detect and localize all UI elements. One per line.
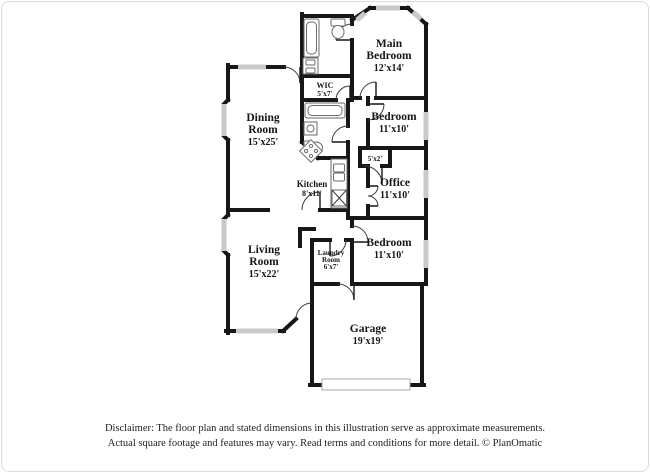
disclaimer-line-2: Actual square footage and features may vary. Read terms and conditions for more detail. © PlanOmatic — [107, 438, 543, 449]
room-label-kitchen: Kitchen — [296, 179, 328, 189]
toilet-icon — [331, 19, 345, 26]
room-dims-bedroom-upper: 11'x10' — [378, 124, 410, 135]
room-dims-living: 15'x22' — [248, 269, 280, 280]
room-label-bedroom-upper: Bedroom — [371, 111, 417, 123]
room-label-living: Room — [249, 256, 279, 268]
garage-door — [322, 379, 410, 390]
room-label-laundry: Laundry — [317, 249, 345, 257]
room-dims-laundry: 6'x7' — [323, 263, 339, 271]
room-dims-closet: 5'x2' — [367, 155, 383, 163]
room-dims-dining: 15'x25' — [247, 137, 279, 148]
room-label-bedroom-lower: Bedroom — [366, 237, 412, 249]
room-dims-office: 11'x10' — [379, 190, 411, 201]
kitchen-sink-icon — [334, 164, 345, 172]
room-dims-bedroom-lower: 11'x10' — [373, 250, 405, 261]
room-label-dining: Dining — [246, 112, 280, 124]
room-label-laundry: Room — [322, 256, 340, 264]
room-label-office: Office — [379, 177, 411, 189]
room-label-wic: WIC — [316, 81, 334, 90]
room-label-garage: Garage — [349, 323, 387, 335]
disclaimer — [0, 421, 650, 451]
room-dims-wic: 5'x7' — [317, 89, 333, 98]
room-dims-garage: 19'x19' — [352, 336, 384, 347]
room-label-dining: Room — [248, 124, 278, 136]
room-dims-kitchen: 8'x11' — [301, 189, 323, 198]
room-label-living: Living — [248, 244, 280, 256]
room-dims-main-bedroom: 12'x14' — [373, 63, 405, 74]
room-label-main-bedroom: Bedroom — [366, 50, 412, 62]
room-label-main-bedroom: Main — [375, 38, 403, 50]
disclaimer-line-1: Disclaimer: The floor plan and stated dimensions in this illustration serve as approximate measurements. — [104, 423, 546, 434]
